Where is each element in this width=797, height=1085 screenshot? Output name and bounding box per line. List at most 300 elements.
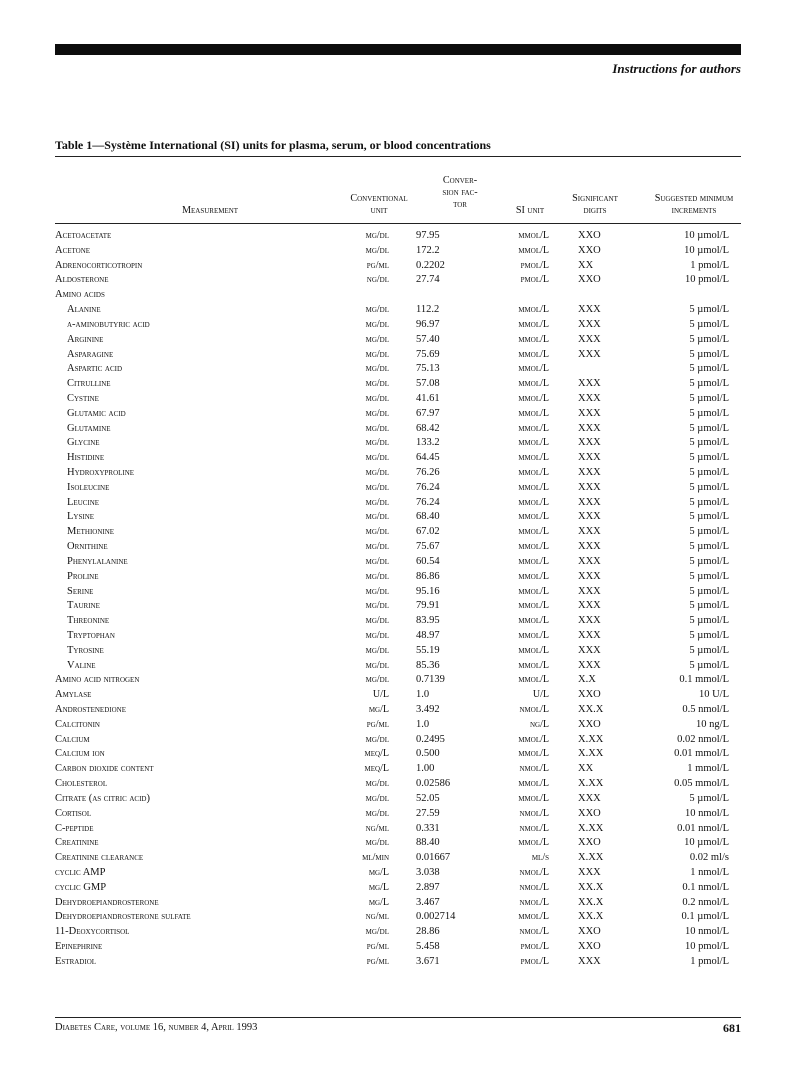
table-row	[0, 688, 797, 703]
significant-digits-cell: XX	[578, 763, 594, 775]
si-unit-cell: nmol/L	[519, 881, 549, 893]
significant-digits-cell: XXX	[578, 541, 601, 553]
title-rule	[55, 156, 741, 157]
conventional-unit-cell: mg/dl	[365, 348, 389, 360]
conversion-factor-cell: 85.36	[416, 659, 440, 671]
suggested-increment-cell: 5 µmol/L	[689, 452, 729, 464]
conventional-unit-cell: mg/dl	[365, 615, 389, 627]
suggested-increment-cell: 5 µmol/L	[689, 511, 729, 523]
suggested-increment-cell: 10 U/L	[698, 689, 729, 701]
conversion-factor-cell: 0.01667	[416, 852, 451, 864]
suggested-increment-cell: 5 µmol/L	[689, 496, 729, 508]
suggested-increment-cell: 0.1 µmol/L	[681, 911, 729, 923]
suggested-increment-cell: 0.5 nmol/L	[682, 704, 729, 715]
measurement-cell: α-aminobutyric acid	[67, 318, 150, 330]
header-conversion-factor	[425, 175, 495, 211]
table-row	[0, 303, 797, 318]
conversion-factor-cell: 1.0	[416, 689, 430, 701]
header-significant-digits-line: digits	[583, 205, 607, 216]
measurement-cell: Proline	[67, 570, 99, 582]
measurement-cell: Serine	[67, 585, 94, 597]
conventional-unit-cell: mg/dl	[365, 363, 389, 375]
table-row	[0, 229, 797, 244]
suggested-increment-cell: 5 µmol/L	[689, 363, 729, 375]
top-rule	[55, 44, 741, 55]
measurement-cell: Citrulline	[67, 378, 111, 390]
si-unit-cell: nmol/L	[519, 704, 549, 715]
conventional-unit-cell: ng/dl	[366, 274, 389, 286]
measurement-cell: Calcium ion	[55, 748, 105, 760]
si-unit-cell: mmol/L	[518, 778, 549, 790]
table-row	[0, 822, 797, 837]
significant-digits-cell: XX	[578, 259, 594, 271]
conventional-unit-cell: mg/dl	[365, 481, 389, 493]
suggested-increment-cell: 5 µmol/L	[689, 481, 729, 493]
measurement-cell: Calcium	[55, 733, 90, 745]
table-row	[0, 555, 797, 570]
suggested-increment-cell: 10 µmol/L	[684, 244, 729, 256]
header-significant-digits-line: Significant	[572, 193, 618, 204]
table-row	[0, 392, 797, 407]
conventional-unit-cell: mg/dl	[365, 629, 389, 641]
si-unit-cell: µmol/L	[518, 244, 549, 256]
conversion-factor-cell: 97.95	[416, 230, 440, 241]
si-unit-cell: ng/L	[530, 718, 549, 730]
conventional-unit-cell: pg/ml	[366, 259, 389, 271]
conversion-factor-cell: 75.67	[416, 541, 440, 553]
si-unit-cell: µmol/L	[518, 837, 549, 849]
si-unit-cell: µmol/L	[518, 629, 549, 641]
conventional-unit-cell: mg/dl	[365, 230, 389, 241]
si-unit-cell: µmol/L	[518, 304, 549, 316]
footer-rule	[55, 1017, 741, 1018]
significant-digits-cell: X.XX	[578, 822, 604, 834]
suggested-increment-cell: 0.2 nmol/L	[682, 896, 729, 908]
conventional-unit-cell: pg/ml	[366, 955, 389, 967]
conventional-unit-cell: mg/dl	[365, 644, 389, 656]
significant-digits-cell: XXX	[578, 570, 601, 582]
conversion-factor-cell: 88.40	[416, 837, 440, 849]
table-row	[0, 481, 797, 496]
significant-digits-cell: XXX	[578, 600, 601, 612]
conversion-factor-cell: 86.86	[416, 570, 440, 582]
conversion-factor-cell: 96.97	[416, 318, 440, 330]
conventional-unit-cell: ng/ml	[365, 822, 389, 834]
conversion-factor-cell: 76.24	[416, 481, 440, 493]
suggested-increment-cell: 5 µmol/L	[689, 378, 729, 390]
significant-digits-cell: XXX	[578, 615, 601, 627]
table-row	[0, 436, 797, 451]
measurement-cell: Hydroxyproline	[67, 467, 135, 478]
suggested-increment-cell: 5 µmol/L	[689, 467, 729, 478]
table-row	[0, 333, 797, 348]
table-row	[0, 318, 797, 333]
conventional-unit-cell: mg/dl	[365, 511, 389, 523]
suggested-increment-cell: 10 nmol/L	[684, 807, 729, 819]
measurement-cell: Phenylalanine	[67, 555, 128, 567]
conversion-factor-cell: 5.458	[416, 941, 440, 952]
significant-digits-cell: XXX	[578, 659, 601, 671]
si-unit-cell: µmol/L	[518, 378, 549, 390]
measurement-cell: Tyrosine	[67, 644, 104, 656]
suggested-increment-cell: 5 µmol/L	[689, 659, 729, 671]
table-row	[0, 747, 797, 762]
measurement-cell: Amylase	[55, 689, 92, 701]
si-unit-cell: nmol/L	[519, 822, 549, 834]
si-unit-cell: µmol/L	[518, 481, 549, 493]
conventional-unit-cell: meq/L	[364, 763, 389, 775]
table-row	[0, 673, 797, 688]
table-title: Table 1—Système International (SI) units for plasma, serum, or blood concentrations	[55, 138, 491, 152]
si-unit-cell: mmol/L	[518, 748, 549, 760]
running-head: Instructions for authors	[612, 61, 741, 76]
suggested-increment-cell: 0.1 nmol/L	[682, 881, 729, 893]
significant-digits-cell: XXX	[578, 333, 601, 345]
suggested-increment-cell: 10 pmol/L	[684, 274, 729, 286]
conventional-unit-cell: µg/dl	[365, 926, 389, 938]
si-unit-cell: pmol/L	[520, 259, 549, 271]
table-row	[0, 599, 797, 614]
header-suggested-minimum-increments-line: increments	[671, 205, 717, 216]
measurement-cell: Amino acid nitrogen	[55, 674, 140, 686]
conventional-unit-cell: mg/dl	[365, 585, 389, 597]
measurement-cell: Glutamine	[67, 422, 111, 434]
significant-digits-cell: XX.X	[578, 881, 604, 893]
measurement-cell: Cystine	[67, 392, 99, 404]
conversion-factor-cell: 28.86	[416, 926, 440, 938]
suggested-increment-cell: 5 µmol/L	[689, 570, 729, 582]
si-unit-cell: µmol/L	[518, 555, 549, 567]
si-unit-cell: µmol/L	[518, 644, 549, 656]
significant-digits-cell: X.XX	[578, 748, 604, 760]
header-conventional-unit-line: unit	[370, 205, 388, 216]
conversion-factor-cell: 3.038	[416, 866, 440, 878]
table-row	[0, 718, 797, 733]
si-unit-cell: U/L	[532, 689, 549, 701]
si-unit-cell: ml/s	[531, 852, 549, 864]
si-unit-cell: µmol/L	[518, 526, 549, 538]
measurement-cell: Acetone	[55, 244, 91, 256]
conversion-factor-cell: 75.13	[416, 363, 440, 375]
measurement-cell: C-peptide	[55, 822, 94, 834]
page-number: 681	[723, 1021, 741, 1035]
conventional-unit-cell: pg/ml	[366, 718, 389, 730]
table-row	[0, 792, 797, 807]
measurement-cell: Dehydroepiandrosterone sulfate	[55, 911, 191, 923]
conventional-unit-cell: mg/dl	[365, 496, 389, 508]
conversion-factor-cell: 75.69	[416, 348, 440, 360]
significant-digits-cell: X.XX	[578, 778, 604, 790]
table-row	[0, 955, 797, 970]
conversion-factor-cell: 48.97	[416, 629, 440, 641]
conversion-factor-cell: 0.2495	[416, 733, 445, 745]
significant-digits-cell: X.XX	[578, 733, 604, 745]
conventional-unit-cell: mg/dl	[365, 570, 389, 582]
si-unit-cell: µmol/L	[518, 422, 549, 434]
significant-digits-cell: XX.X	[578, 911, 604, 923]
conversion-factor-cell: 0.331	[416, 822, 440, 834]
conversion-factor-cell: 0.002714	[416, 911, 456, 923]
conventional-unit-cell: mg/dl	[365, 304, 389, 316]
conversion-factor-cell: 64.45	[416, 452, 440, 464]
significant-digits-cell: XXX	[578, 866, 601, 878]
significant-digits-cell: XXX	[578, 378, 601, 390]
significant-digits-cell: XXO	[578, 807, 601, 819]
conventional-unit-cell: mg/dl	[365, 422, 389, 434]
header-conversion-factor-line: sion fac-	[442, 187, 478, 198]
conventional-unit-cell: µg/L	[368, 704, 389, 715]
conventional-unit-cell: meq/L	[364, 748, 389, 760]
si-unit-cell: mmol/L	[518, 674, 549, 686]
si-unit-cell: µmol/L	[518, 792, 549, 804]
table-row	[0, 777, 797, 792]
header-significant-digits	[556, 193, 634, 217]
si-unit-cell: µmol/L	[518, 911, 549, 923]
measurement-cell: Calcitonin	[55, 718, 100, 730]
measurement-cell: Estradiol	[55, 955, 97, 967]
suggested-increment-cell: 5 µmol/L	[689, 792, 729, 804]
significant-digits-cell: XXO	[578, 718, 601, 730]
measurement-cell: Alanine	[67, 304, 101, 316]
significant-digits-cell: XXO	[578, 837, 601, 849]
significant-digits-cell: XXX	[578, 481, 601, 493]
measurement-cell: Creatinine clearance	[55, 852, 144, 864]
header-conventional-unit-line: Conventional	[350, 193, 408, 204]
suggested-increment-cell: 0.02 nmol/L	[677, 733, 729, 745]
significant-digits-cell: XXX	[578, 629, 601, 641]
measurement-cell: Carbon dioxide content	[55, 763, 154, 775]
measurement-cell: Glycine	[67, 437, 100, 449]
suggested-increment-cell: 5 µmol/L	[689, 318, 729, 330]
suggested-increment-cell: 5 µmol/L	[689, 392, 729, 404]
header-suggested-minimum-increments-line: Suggested minimum	[654, 193, 734, 204]
suggested-increment-cell: 5 µmol/L	[689, 600, 729, 612]
table-row	[0, 259, 797, 274]
measurement-cell: cyclic GMP	[55, 881, 107, 893]
suggested-increment-cell: 0.02 ml/s	[689, 852, 729, 864]
conversion-factor-cell: 27.74	[416, 274, 440, 286]
suggested-increment-cell: 5 µmol/L	[689, 348, 729, 360]
table-row	[0, 466, 797, 481]
conventional-unit-cell: mg/dl	[365, 778, 389, 790]
significant-digits-cell: XXX	[578, 511, 601, 523]
measurement-cell: Valine	[67, 659, 96, 671]
conventional-unit-cell: mg/dl	[365, 378, 389, 390]
table-row	[0, 762, 797, 777]
conventional-unit-cell: mg/dl	[365, 452, 389, 464]
suggested-increment-cell: 10 pmol/L	[684, 941, 729, 952]
si-unit-cell: µmol/L	[518, 348, 549, 360]
measurement-cell: Cholesterol	[55, 778, 108, 790]
si-unit-cell: µmol/L	[518, 541, 549, 553]
table-row	[0, 940, 797, 955]
conversion-factor-cell: 95.16	[416, 585, 440, 597]
conventional-unit-cell: pg/ml	[366, 941, 389, 952]
si-unit-cell: µmol/L	[518, 407, 549, 419]
measurement-cell: Ornithine	[67, 541, 108, 553]
significant-digits-cell: XXX	[578, 467, 601, 478]
significant-digits-cell: XXO	[578, 244, 601, 256]
table-row	[0, 510, 797, 525]
table-row	[0, 422, 797, 437]
si-unit-cell: mmol/L	[518, 733, 549, 745]
conventional-unit-cell: µg/L	[368, 866, 389, 878]
table-row	[0, 733, 797, 748]
si-unit-cell: nmol/L	[519, 866, 549, 878]
table-row	[0, 540, 797, 555]
table-row	[0, 348, 797, 363]
significant-digits-cell: XXO	[578, 941, 601, 952]
conversion-factor-cell: 1.0	[416, 718, 430, 730]
conversion-factor-cell: 0.7139	[416, 674, 445, 686]
measurement-cell: Acetoacetate	[55, 230, 112, 241]
conventional-unit-cell: mg/dl	[365, 467, 389, 478]
conventional-unit-cell: mg/dl	[365, 407, 389, 419]
significant-digits-cell: XXX	[578, 792, 601, 804]
measurement-cell: Asparagine	[67, 348, 114, 360]
header-suggested-minimum-increments	[638, 193, 750, 217]
si-unit-cell: µmol/L	[518, 467, 549, 478]
si-unit-cell: pmol/L	[520, 274, 549, 286]
measurement-cell: Glutamic acid	[67, 407, 126, 419]
table-row	[0, 896, 797, 911]
conversion-factor-cell: 67.02	[416, 526, 440, 538]
significant-digits-cell: XX.X	[578, 896, 604, 908]
si-unit-cell: µmol/L	[518, 570, 549, 582]
conversion-factor-cell: 133.2	[416, 437, 440, 449]
measurement-cell: Cortisol	[55, 807, 92, 819]
si-unit-cell: µmol/L	[518, 392, 549, 404]
table-row	[0, 525, 797, 540]
table-row	[0, 451, 797, 466]
suggested-increment-cell: 5 µmol/L	[689, 644, 729, 656]
table-row	[0, 836, 797, 851]
measurement-cell: Creatinine	[55, 837, 99, 849]
conversion-factor-cell: 2.897	[416, 881, 440, 893]
conversion-factor-cell: 52.05	[416, 792, 440, 804]
measurement-cell: Epinephrine	[55, 941, 103, 952]
suggested-increment-cell: 5 µmol/L	[689, 555, 729, 567]
conventional-unit-cell: mg/dl	[365, 659, 389, 671]
table-row	[0, 362, 797, 377]
conversion-factor-cell: 55.19	[416, 644, 440, 656]
header-si-unit: SI unit	[515, 205, 545, 216]
measurement-cell: Methionine	[67, 526, 115, 538]
conversion-factor-cell: 1.00	[416, 763, 435, 775]
conventional-unit-cell: mg/dl	[365, 244, 389, 256]
suggested-increment-cell: 0.05 mmol/L	[674, 778, 729, 790]
suggested-increment-cell: 5 µmol/L	[689, 407, 729, 419]
significant-digits-cell: XXX	[578, 496, 601, 508]
si-unit-cell: µmol/L	[518, 659, 549, 671]
significant-digits-cell: XXX	[578, 407, 601, 419]
measurement-cell: Isoleucine	[67, 481, 110, 493]
conversion-factor-cell: 3.467	[416, 896, 440, 908]
conventional-unit-cell: mg/dl	[365, 318, 389, 330]
significant-digits-cell: XXO	[578, 926, 601, 938]
table-row	[0, 881, 797, 896]
si-unit-cell: nmol/L	[519, 926, 549, 938]
table-row	[0, 629, 797, 644]
significant-digits-cell: XXO	[578, 230, 601, 241]
conversion-factor-cell: 0.500	[416, 748, 440, 760]
suggested-increment-cell: 0.01 nmol/L	[677, 822, 729, 834]
footer-citation: Diabetes Care, volume 16, number 4, April 1993	[55, 1022, 258, 1033]
table-row	[0, 910, 797, 925]
table-row	[0, 644, 797, 659]
conventional-unit-cell: mg/dl	[365, 526, 389, 538]
conversion-factor-cell: 112.2	[416, 304, 440, 316]
table-row	[0, 585, 797, 600]
header-conversion-factor-line: Conver-	[442, 175, 478, 186]
significant-digits-cell: X.X	[578, 674, 596, 686]
si-unit-cell: µmol/L	[518, 452, 549, 464]
table-row	[0, 407, 797, 422]
conventional-unit-cell: mg/dl	[365, 555, 389, 567]
suggested-increment-cell: 10 µmol/L	[684, 230, 729, 241]
measurement-cell: Histidine	[67, 452, 105, 464]
conventional-unit-cell: mg/dl	[365, 392, 389, 404]
si-unit-cell: nmol/L	[519, 807, 549, 819]
table-row	[0, 496, 797, 511]
significant-digits-cell: XXX	[578, 437, 601, 449]
table-row	[0, 273, 797, 288]
measurement-cell: 11-Deoxycortisol	[55, 926, 130, 938]
conventional-unit-cell: mg/dl	[365, 437, 389, 449]
significant-digits-cell: XXX	[578, 955, 601, 967]
measurement-cell: Dehydroepiandrosterone	[55, 896, 159, 908]
table-body	[0, 229, 797, 970]
conventional-unit-cell: µg/L	[368, 881, 389, 893]
si-unit-cell: µmol/L	[518, 585, 549, 597]
suggested-increment-cell: 1 pmol/L	[690, 955, 729, 967]
measurement-cell: Leucine	[67, 496, 100, 508]
conversion-factor-cell: 83.95	[416, 615, 440, 627]
si-unit-cell: µmol/L	[518, 615, 549, 627]
significant-digits-cell: XX.X	[578, 704, 604, 715]
table-row	[0, 659, 797, 674]
conversion-factor-cell: 172.2	[416, 244, 440, 256]
suggested-increment-cell: 5 µmol/L	[689, 422, 729, 434]
measurement-cell: Amino acids	[55, 289, 105, 301]
conversion-factor-cell: 76.26	[416, 467, 440, 478]
table-row	[0, 570, 797, 585]
significant-digits-cell: XXX	[578, 585, 601, 597]
suggested-increment-cell: 1 pmol/L	[690, 259, 729, 271]
conversion-factor-cell: 68.42	[416, 422, 440, 434]
table-row	[0, 851, 797, 866]
suggested-increment-cell: 5 µmol/L	[689, 333, 729, 345]
measurement-cell: Citrate (as citric acid)	[55, 792, 150, 804]
conversion-factor-cell: 60.54	[416, 555, 440, 567]
conversion-factor-cell: 41.61	[416, 392, 440, 404]
significant-digits-cell: XXX	[578, 422, 601, 434]
measurement-cell: Threonine	[67, 615, 110, 627]
conventional-unit-cell: mg/dl	[365, 541, 389, 553]
conventional-unit-cell: mg/dl	[365, 333, 389, 345]
significant-digits-cell: XXX	[578, 318, 601, 330]
suggested-increment-cell: 1 mmol/L	[687, 763, 729, 775]
conventional-unit-cell: mg/dl	[365, 733, 389, 745]
si-unit-cell: pmol/L	[520, 941, 549, 952]
si-unit-cell: pmol/L	[520, 955, 549, 967]
table-row	[0, 703, 797, 718]
measurement-cell: Aldosterone	[55, 274, 109, 286]
si-unit-cell: µmol/L	[518, 437, 549, 449]
conversion-factor-cell: 76.24	[416, 496, 440, 508]
conventional-unit-cell: µg/L	[368, 896, 389, 908]
significant-digits-cell: XXO	[578, 689, 601, 701]
